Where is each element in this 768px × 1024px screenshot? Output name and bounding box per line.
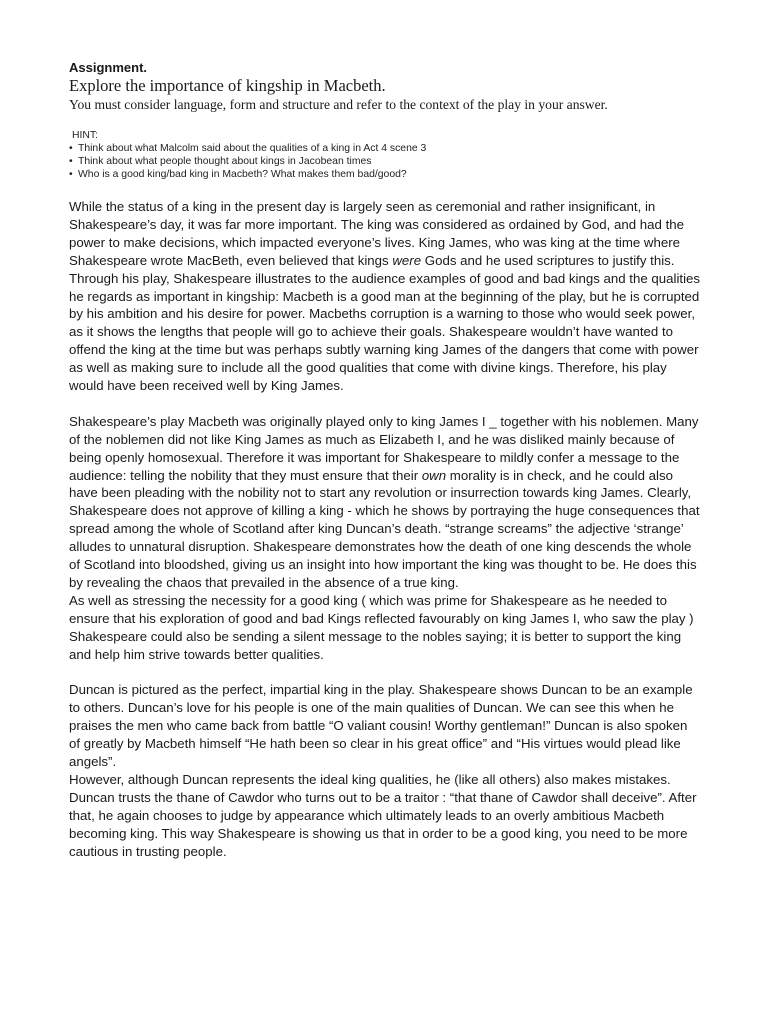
emphasis-text: were — [392, 252, 422, 268]
hint-label: HINT: — [72, 130, 98, 141]
hint-item-text: Think about what Malcolm said about the qualities of a king in Act 4 scene 3 — [78, 143, 427, 154]
essay-paragraph: As well as stressing the necessity for a good king ( which was prime for Shakespeare as he needed to ensure that his exploration of good and bad Kings reflected favourably on king James I, who saw the play ) Shakespeare could also be sending a silent message to the nobles saying; it is better to support the king and help him strive towards better qualities. — [69, 592, 694, 662]
essay-paragraph — [69, 198, 701, 395]
essay-body — [69, 198, 701, 861]
assignment-instructions: You must consider language, form and structure and refer to the context of the play in your answer. — [69, 97, 608, 112]
bullet-icon: • — [69, 156, 73, 167]
paragraph-text: While the status of a king in the present day is largely seen as ceremonial and rather insignificant, in Shakespeare’s day, it was far more important. The king was considered as ordained by God, and had the power to make decisions, which impacted everyone’s lives. King James, who was king at the time where Shakespeare wrote MacBeth, even believed that kings — [69, 199, 685, 268]
essay-paragraph — [69, 413, 701, 592]
bullet-icon: • — [69, 169, 73, 180]
paragraph-gap — [69, 395, 701, 413]
hint-item-text: Think about what people thought about kings in Jacobean times — [78, 156, 372, 167]
paragraph-text: Gods and he used scriptures to justify this. Through his play, Shakespeare illustrates to the audience examples of good and bad kings and the qualities he regards as important in kingship: Macbeth is a good man at the beginning of the play, but he is corrupted by his ambition and his desire for power. Macbeths corruption is a warning to those who would seek power, as it shows the lengths that people will go to achieve their goals. Shakespeare wouldn’t have wanted to offend the king at the time but was perhaps subtly warning king James of the dangers that come with power as well as making sure to include all the good qualities that come with divine kings. Therefore, his play would have been received well by King James. — [69, 252, 701, 394]
paragraph-gap — [69, 664, 701, 682]
hint-item — [69, 168, 701, 181]
assignment-label: Assignment. — [69, 60, 148, 75]
hint-item — [69, 155, 701, 168]
paragraph-text: morality is in check, and he could also have been pleading with the nobility not to start any revolution or insurrection towards king James. Clearly, Shakespeare does not approve of killing a king - which he shows by portraying the huge consequences that spread among the whole of Scotland after king Duncan’s death. “strange screams” the adjective ‘strange’ alludes to unnatural disruption. Shakespeare demonstrates how the death of one king descends the whole of Scotland into bloodshed, giving us an insight into how important the king was thought to be. He does this by revealing the chaos that prevailed in the absence of a true king. — [69, 467, 700, 591]
emphasis-text: own — [421, 467, 447, 483]
bullet-icon: • — [69, 143, 73, 154]
essay-paragraph: Duncan is pictured as the perfect, impartial king in the play. Shakespeare shows Duncan to be an example to others. Duncan’s love for his people is one of the main qualities of Duncan. We can see this when he praises the men who came back from battle “O valiant cousin! Worthy gentleman!” Duncan is also spoken of greatly by Macbeth himself “He hath been so clear in his great office” and “His virtues would plead like angels”. — [69, 682, 693, 770]
document-content — [69, 59, 701, 861]
essay-paragraph: However, although Duncan represents the ideal king qualities, he (like all others) also makes mistakes. Duncan trusts the thane of Cawdor who turns out to be a traitor : “that thane of Cawdor shall deceive”. After that, he again chooses to judge by appearance which ultimately leads to an overly ambitious Macbeth becoming king. This way Shakespeare is showing us that in order to be a good king, you need to be more cautious in trusting people. — [69, 771, 697, 859]
assignment-title: Explore the importance of kingship in Macbeth. — [69, 76, 386, 95]
hint-item — [69, 142, 701, 155]
hint-item-text: Who is a good king/bad king in Macbeth? What makes them bad/good? — [78, 169, 407, 180]
paragraph-text: Shakespeare’s play Macbeth was originally played only to king James I _ together with his noblemen. Many of the noblemen did not like King James as much as Elizabeth I, and he was disliked mainly because of being openly homosexual. Therefore it was important for Shakespeare to mildly confer a message to the audience: telling the nobility that they must ensure that their — [69, 413, 699, 483]
hint-box — [69, 129, 701, 181]
